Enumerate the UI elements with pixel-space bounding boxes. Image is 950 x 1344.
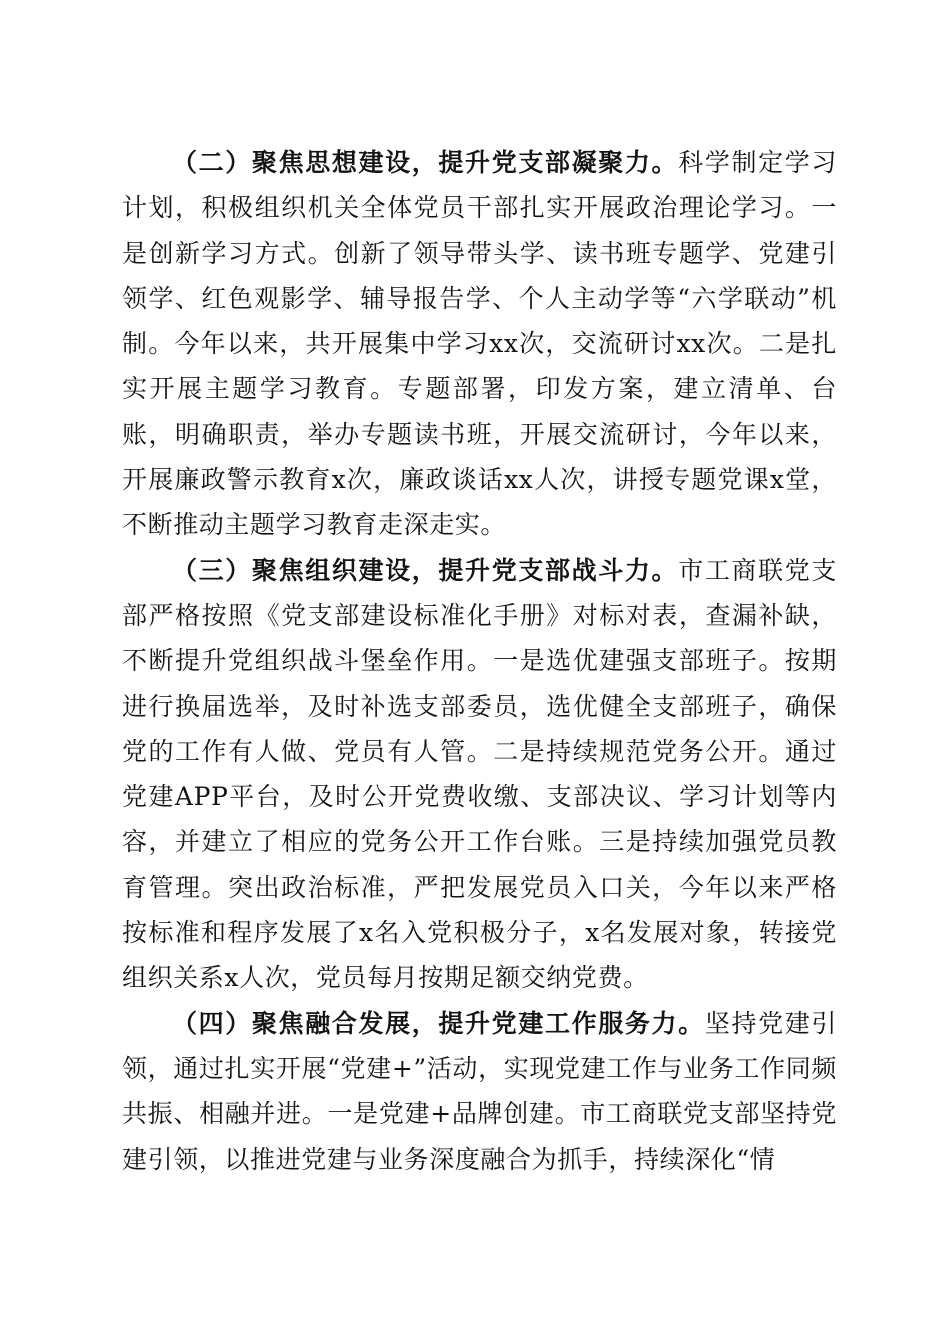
section-heading-integration: （四）聚焦融合发展，提升党建工作服务力。 [172,1008,705,1038]
section-heading-ideological: （二）聚焦思想建设，提升党支部凝聚力。 [172,148,679,177]
section-body-organizational: 市工商联党支部严格按照《党支部建设标准化手册》对标对表，查漏补缺，不断提升党组织战斗堡垒作用。一是选优建强支部班子。按期进行换届选举，及时补选支部委员，选优健全支部班子，确保党的工作有人做、党员有人管。二是持续规范党务公开。通过党建APP平台，及时公开党费收缴、支部决议、学习计划等内容，并建立了相应的党务公开工作台账。三是持续加强党员教育管理。突出政治标准，严把发展党员入口关，今年以来严格按标准和程序发展了x名入党积极分子，x名发展对象，转接党组织关系x人次，党员每月按期足额交纳党费。 [122,555,837,993]
section-heading-organizational: （三）聚焦组织建设，提升党支部战斗力。 [172,555,679,585]
paragraph-integrated-development [122,1001,837,1182]
section-body-integration: 坚持党建引领，通过扎实开展“党建+”活动，实现党建工作与业务工作同频共振、相融并进。一是党建+品牌创建。市工商联党支部坚持党建引领，以推进党建与业务深度融合为抓手，持续深化“情 [122,1008,837,1174]
document-body [122,140,837,1182]
paragraph-ideological-building [122,140,837,548]
paragraph-organizational-building [122,548,837,1001]
section-body-ideological: 科学制定学习计划，积极组织机关全体党员干部扎实开展政治理论学习。一是创新学习方式。创新了领导带头学、读书班专题学、党建引领学、红色观影学、辅导报告学、个人主动学等“六学联动”机制。今年以来，共开展集中学习xx次，交流研讨xx次。二是扎实开展主题学习教育。专题部署，印发方案，建立清单、台账，明确职责，举办专题读书班，开展交流研讨，今年以来，开展廉政警示教育x次，廉政谈话xx人次，讲授专题党课x堂，不断推动主题学习教育走深走实。 [122,148,837,540]
